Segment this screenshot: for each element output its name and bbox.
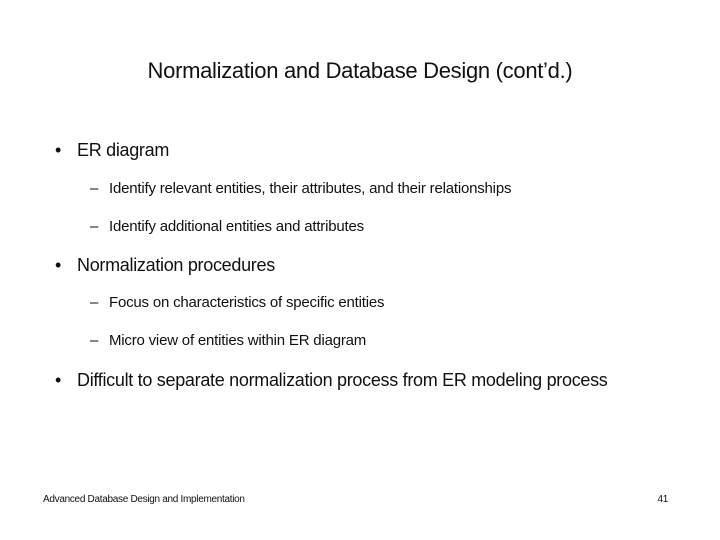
sub-bullet-text: Micro view of entities within ER diagram bbox=[109, 332, 367, 349]
sub-bullet bbox=[90, 218, 364, 235]
bullet-icon: • bbox=[55, 255, 62, 275]
bullet-text: ER diagram bbox=[77, 140, 170, 160]
sub-bullet bbox=[90, 180, 511, 197]
bullet-icon: • bbox=[55, 370, 62, 390]
dash-icon: – bbox=[90, 180, 99, 197]
sub-bullet bbox=[90, 332, 366, 349]
dash-icon: – bbox=[90, 294, 99, 311]
bullet-icon: • bbox=[55, 140, 62, 160]
bullet-er-diagram bbox=[55, 140, 169, 161]
page-number: 41 bbox=[657, 494, 668, 505]
bullet-difficult-to-separate bbox=[55, 370, 608, 391]
sub-bullet bbox=[90, 294, 384, 311]
bullet-text: Difficult to separate normalization process from ER modeling process bbox=[77, 370, 608, 390]
sub-bullet-text: Focus on characteristics of specific entities bbox=[109, 294, 385, 311]
bullet-normalization-procedures bbox=[55, 255, 275, 276]
sub-bullet-text: Identify relevant entities, their attributes, and their relationships bbox=[109, 180, 512, 197]
dash-icon: – bbox=[90, 332, 99, 349]
bullet-text: Normalization procedures bbox=[77, 255, 275, 275]
dash-icon: – bbox=[90, 218, 99, 235]
slide-title: Normalization and Database Design (cont’d.) bbox=[147, 58, 573, 83]
sub-bullet-text: Identify additional entities and attributes bbox=[109, 218, 364, 235]
footer-course-title: Advanced Database Design and Implementation bbox=[43, 494, 245, 505]
